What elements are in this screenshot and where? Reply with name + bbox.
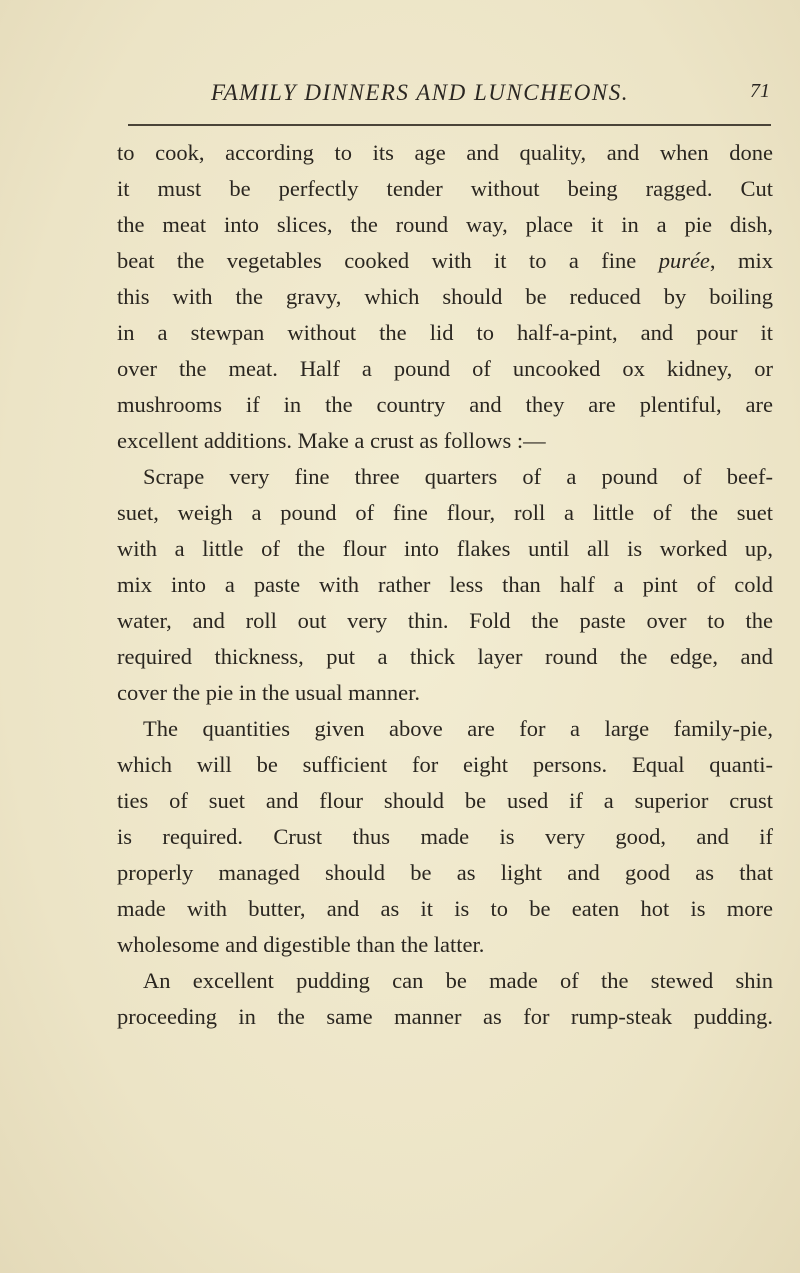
text-line: ties of suet and flour should be used if a superior crust [117, 788, 773, 813]
page-number: 71 [750, 80, 770, 102]
text-line: properly managed should be as light and good as that [117, 860, 773, 885]
text-line: this with the gravy, which should be reduced by boiling [117, 284, 773, 309]
text-line: required thickness, put a thick layer round the edge, and [117, 644, 773, 669]
text-line: over the meat. Half a pound of uncooked ox kidney, or [117, 356, 773, 381]
text-line: proceeding in the same manner as for rump-steak pudding. [117, 1004, 773, 1029]
text-line: in a stewpan without the lid to half-a-pint, and pour it [117, 320, 773, 345]
text-line: to cook, according to its age and quality, and when done [117, 140, 773, 165]
text-line: which will be sufficient for eight persons. Equal quanti- [117, 752, 773, 777]
text-line: water, and roll out very thin. Fold the paste over to the [117, 608, 773, 633]
paragraph-start-line: The quantities given above are for a large family-pie, [143, 716, 773, 741]
text-line: made with butter, and as it is to be eaten hot is more [117, 896, 773, 921]
text-line: suet, weigh a pound of fine flour, roll a little of the suet [117, 500, 773, 525]
text-line: with a little of the flour into flakes until all is worked up, [117, 536, 773, 561]
text-line: it must be perfectly tender without being ragged. Cut [117, 176, 773, 201]
header-rule [128, 124, 771, 126]
running-head [120, 80, 770, 114]
text-line: the meat into slices, the round way, place it in a pie dish, [117, 212, 773, 237]
italic-word: purée [658, 248, 710, 273]
text-line: is required. Crust thus made is very good, and if [117, 824, 773, 849]
text-line: beat the vegetables cooked with it to a fine purée, mix [117, 248, 773, 273]
text-line: wholesome and digestible than the latter. [117, 932, 485, 957]
body-text [117, 135, 773, 1035]
running-head-title: FAMILY DINNERS AND LUNCHEONS. [211, 80, 629, 105]
text-line: mix into a paste with rather less than half a pint of cold [117, 572, 773, 597]
text-line: excellent additions. Make a crust as follows :— [117, 428, 546, 453]
paragraph-start-line: An excellent pudding can be made of the stewed shin [143, 968, 773, 993]
text-line: cover the pie in the usual manner. [117, 680, 421, 705]
text-line: mushrooms if in the country and they are plentiful, are [117, 392, 773, 417]
paragraph-start-line: Scrape very fine three quarters of a pound of beef- [143, 464, 773, 489]
